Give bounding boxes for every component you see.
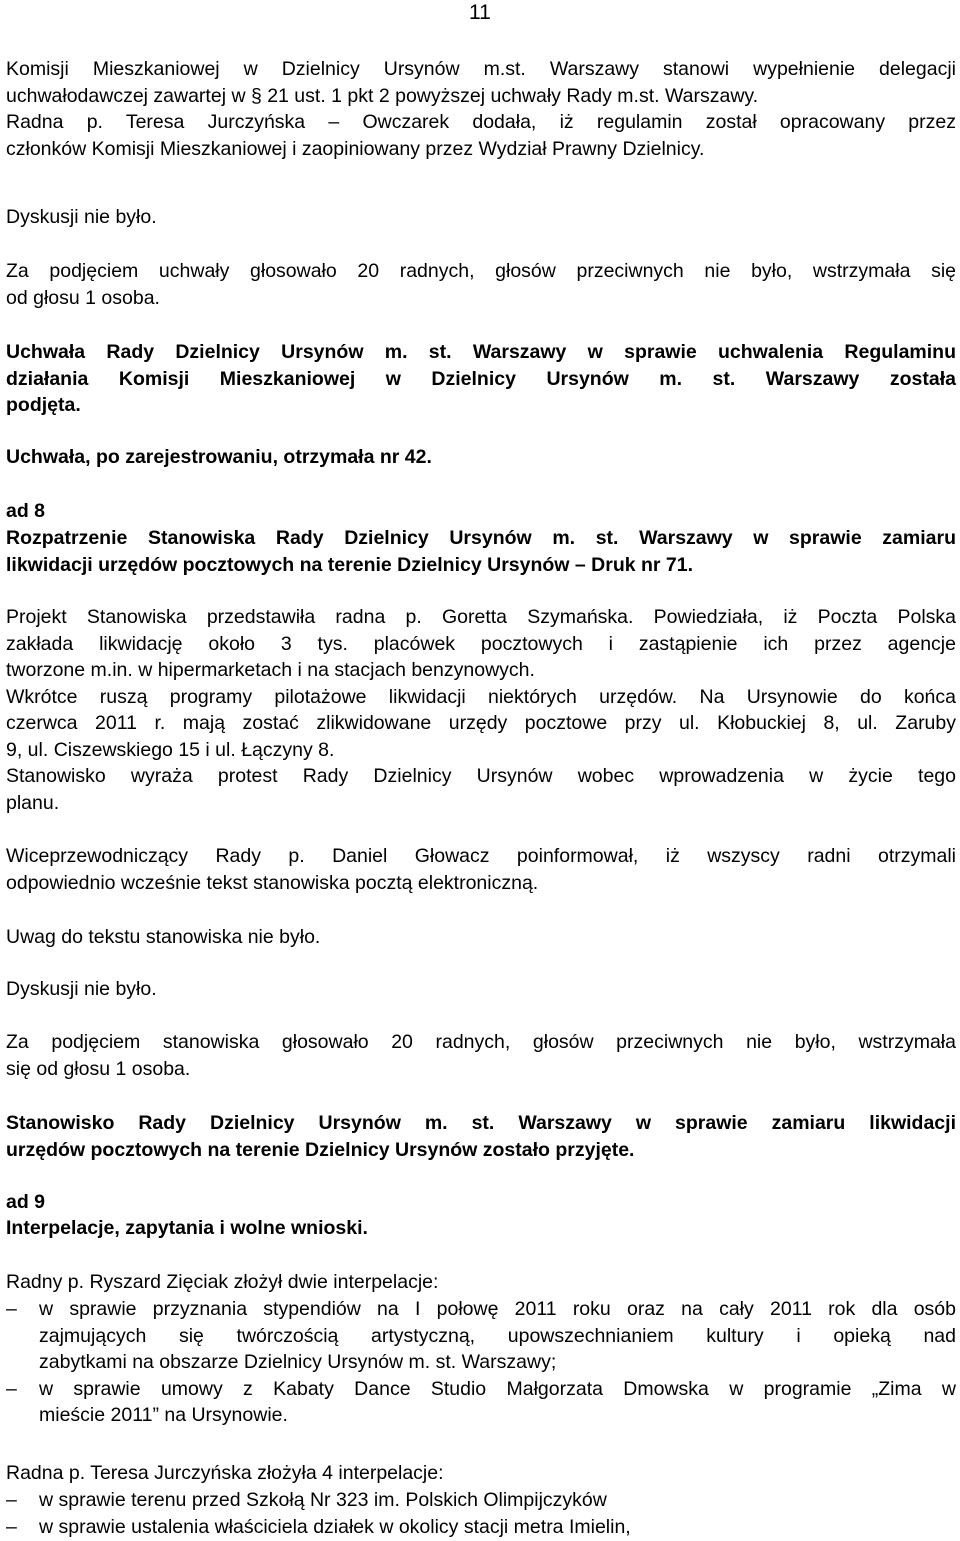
text-line: w sprawie przyznania stypendiów na I połowę 2011 roku oraz na cały 2011 rok dla osób xyxy=(39,1298,956,1320)
dash-bullet: – xyxy=(6,1489,17,1511)
section-ad9-title: Interpelacje, zapytania i wolne wnioski. xyxy=(6,1217,368,1239)
paragraph-ziecak: Radny p. Ryszard Zięciak złożył dwie interpelacje: xyxy=(6,1271,439,1293)
text-line: się od głosu 1 osoba. xyxy=(6,1057,191,1080)
interpellation-list-ziecak xyxy=(6,1296,956,1429)
paragraph-vote-2 xyxy=(6,1029,956,1082)
list-item xyxy=(6,1514,956,1541)
text-line: czerwca 2011 r. mają zostać zlikwidowane urzędy pocztowe przy ul. Kłobuckiej 8, ul. Zaruby xyxy=(6,712,956,734)
text-line: planu. xyxy=(6,791,60,814)
dash-bullet: – xyxy=(6,1515,17,1538)
text-line: zajmujących się twórczością artystyczną, upowszechnianiem kultury i opieką nad xyxy=(39,1324,956,1347)
text-line: w sprawie umowy z Kabaty Dance Studio Małgorzata Dmowska w programie „Zima w xyxy=(39,1377,956,1400)
list-item xyxy=(6,1376,956,1429)
text-line: odpowiednio wcześnie tekst stanowiska pocztą elektroniczną. xyxy=(6,871,539,894)
section-ad9-label: ad 9 xyxy=(6,1191,46,1213)
text-line: Za podjęciem stanowiska głosowało 20 radnych, głosów przeciwnych nie było, wstrzymała xyxy=(6,1031,956,1053)
section-ad8-label: ad 8 xyxy=(6,500,46,522)
text-line: Rozpatrzenie Stanowiska Rady Dzielnicy Ursynów m. st. Warszawy w sprawie zamiaru xyxy=(6,527,956,549)
dash-bullet: – xyxy=(6,1377,17,1400)
paragraph-jurczynska-interpellations: Radna p. Teresa Jurczyńska złożyła 4 interpelacje: xyxy=(6,1462,444,1484)
paragraph-resolution-number: Uchwała, po zarejestrowaniu, otrzymała nr 42. xyxy=(6,446,432,468)
text-line: urzędów pocztowych na terenie Dzielnicy Ursynów zostało przyjęte. xyxy=(6,1138,635,1161)
text-line: Projekt Stanowiska przedstawiła radna p. Goretta Szymańska. Powiedziała, iż Poczta Polska xyxy=(6,606,956,628)
text-line: likwidacji urzędów pocztowych na terenie Dzielnicy Ursynów – Druk nr 71. xyxy=(6,553,694,576)
text-line: Za podjęciem uchwały głosowało 20 radnych, głosów przeciwnych nie było, wstrzymała się xyxy=(6,260,956,282)
text-line: Komisji Mieszkaniowej w Dzielnicy Ursynów m.st. Warszawy stanowi wypełnienie delegacji xyxy=(6,58,956,80)
text-line: w sprawie ustalenia właściciela działek w okolicy stacji metra Imielin, xyxy=(39,1515,631,1538)
text-line: uchwałodawczej zawartej w § 21 ust. 1 pkt 2 powyższej uchwały Rady m.st. Warszawy. xyxy=(6,84,759,107)
text-line: Wkrótce ruszą programy pilotażowe likwidacji niektórych urzędów. Na Ursynowie do końca xyxy=(6,685,956,708)
text-line: mieście 2011” na Ursynowie. xyxy=(39,1404,288,1426)
list-item xyxy=(6,1296,956,1376)
text-line: 9, ul. Ciszewskiego 15 i ul. Łączyny 8. xyxy=(6,738,335,761)
text-line: Uchwała Rady Dzielnicy Ursynów m. st. Warszawy w sprawie uchwalenia Regulaminu xyxy=(6,341,956,363)
paragraph-no-discussion: Dyskusji nie było. xyxy=(6,206,157,228)
text-line: Stanowisko Rady Dzielnicy Ursynów m. st. Warszawy w sprawie zamiaru likwidacji xyxy=(6,1112,956,1134)
text-line: tworzone m.in. w hipermarketach i na stacjach benzynowych. xyxy=(6,659,535,681)
paragraph-glowacz xyxy=(6,843,956,896)
page-number: 11 xyxy=(469,1,491,24)
section-ad8-title xyxy=(6,525,956,578)
paragraph-no-discussion-2: Dyskusji nie było. xyxy=(6,978,157,1000)
text-line: Wiceprzewodniczący Rady p. Daniel Głowacz poinformował, iż wszyscy radni otrzymali xyxy=(6,845,956,867)
text-line: Radna p. Teresa Jurczyńska – Owczarek dodała, iż regulamin został opracowany przez xyxy=(6,111,956,133)
interpellation-list-jurczynska xyxy=(6,1487,956,1540)
paragraph-jurczynska xyxy=(6,109,956,162)
text-line: zabytkami na obszarze Dzielnicy Ursynów m. st. Warszawy; xyxy=(39,1351,557,1373)
text-line: w sprawie terenu przed Szkołą Nr 323 im. Polskich Olimpijczyków xyxy=(39,1489,607,1511)
text-line: działania Komisji Mieszkaniowej w Dzielnicy Ursynów m. st. Warszawy została xyxy=(6,367,956,390)
text-line: zakłada likwidację około 3 tys. placówek pocztowych i zastąpienie ich przez agencje xyxy=(6,632,956,655)
paragraph-resolution-adopted xyxy=(6,339,956,419)
paragraph-delegation xyxy=(6,56,956,109)
paragraph-position-adopted xyxy=(6,1110,956,1163)
text-line: od głosu 1 osoba. xyxy=(6,286,160,309)
list-item xyxy=(6,1487,956,1514)
text-line: członków Komisji Mieszkaniowej i zaopiniowany przez Wydział Prawny Dzielnicy. xyxy=(6,137,705,160)
text-line: Stanowisko wyraża protest Rady Dzielnicy Ursynów wobec wprowadzenia w życie tego xyxy=(6,765,956,787)
text-line: podjęta. xyxy=(6,394,81,416)
dash-bullet: – xyxy=(6,1298,17,1320)
paragraph-vote xyxy=(6,258,956,311)
paragraph-szymanska xyxy=(6,604,956,816)
paragraph-no-remarks: Uwag do tekstu stanowiska nie było. xyxy=(6,926,321,948)
